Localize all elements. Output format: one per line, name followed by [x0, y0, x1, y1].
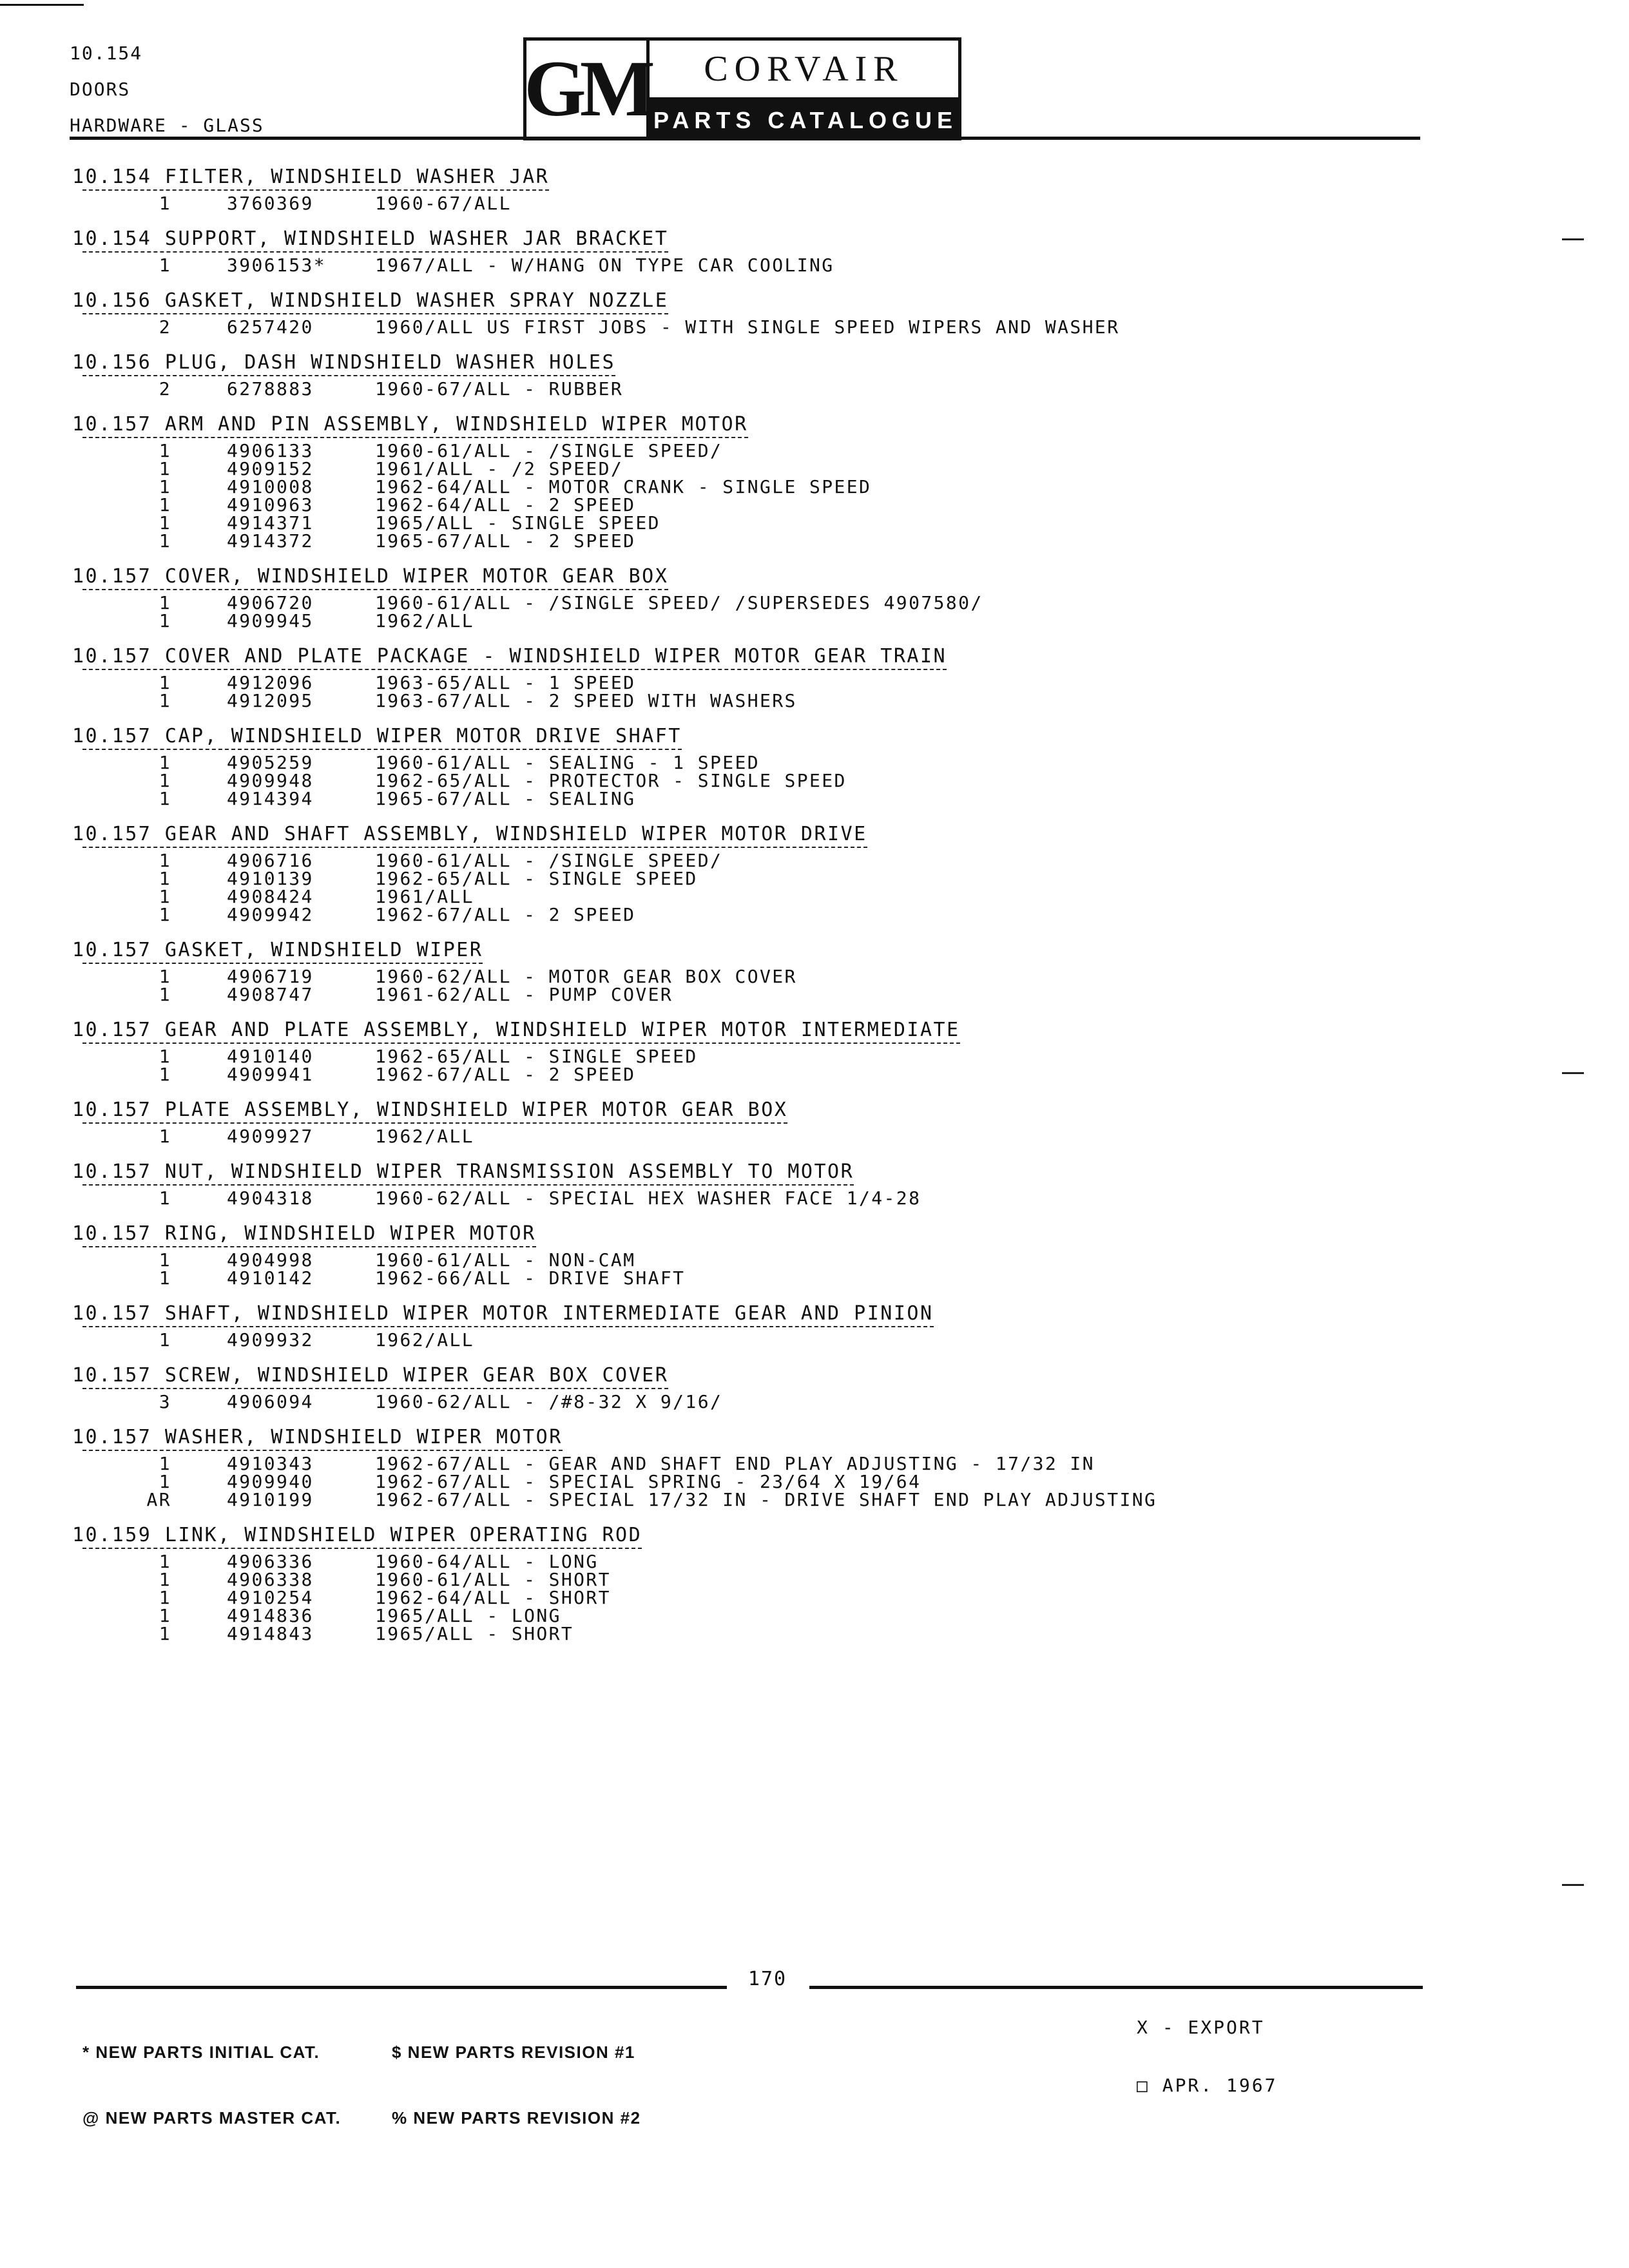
- part-number: 4906719: [227, 966, 314, 987]
- part-entry-title: 10.157 SCREW, WINDSHIELD WIPER GEAR BOX COVER: [72, 1364, 669, 1387]
- part-description: 1962-66/ALL - DRIVE SHAFT: [375, 1267, 686, 1289]
- part-quantity: 1: [159, 672, 171, 693]
- part-row: [72, 256, 1554, 274]
- part-row: [72, 790, 1554, 808]
- part-quantity: 1: [159, 1471, 171, 1492]
- part-entry: [72, 351, 1554, 398]
- title-underline: [82, 189, 549, 191]
- legend-export: X - EXPORT: [1137, 2017, 1265, 2038]
- part-number: 4906338: [227, 1569, 314, 1590]
- part-number: 4910140: [227, 1046, 314, 1067]
- part-description: 1960-67/ALL: [375, 193, 512, 214]
- part-quantity: 1: [159, 904, 171, 925]
- part-entry-title: 10.157 ARM AND PIN ASSEMBLY, WINDSHIELD WIPER MOTOR: [72, 413, 748, 436]
- part-quantity: 1: [159, 1587, 171, 1608]
- part-description: 1962-64/ALL - MOTOR CRANK - SINGLE SPEED: [375, 476, 872, 497]
- part-entry-title: 10.159 LINK, WINDSHIELD WIPER OPERATING ROD: [72, 1524, 642, 1546]
- part-description: 1962-64/ALL - SHORT: [375, 1587, 611, 1608]
- part-quantity: 1: [159, 1064, 171, 1085]
- part-quantity: 3: [159, 1391, 171, 1412]
- part-number: 4908747: [227, 984, 314, 1005]
- part-entry: [72, 822, 1554, 924]
- part-entry: [72, 1363, 1554, 1411]
- part-description: 1960-61/ALL - /SINGLE SPEED/: [375, 440, 723, 461]
- part-entry-title: 10.154 SUPPORT, WINDSHIELD WASHER JAR BRACKET: [72, 227, 669, 250]
- part-row: [72, 380, 1554, 398]
- part-row: [72, 852, 1554, 870]
- part-row: [72, 888, 1554, 906]
- part-number: 4906336: [227, 1551, 314, 1572]
- margin-mark: [1562, 1072, 1584, 1074]
- part-quantity: 1: [159, 1605, 171, 1626]
- parts-list: [72, 165, 1554, 1657]
- part-entry-title: 10.157 GASKET, WINDSHIELD WIPER: [72, 939, 483, 961]
- part-row: [72, 1553, 1554, 1571]
- part-quantity: 1: [159, 494, 171, 515]
- part-entry-title: 10.154 FILTER, WINDSHIELD WASHER JAR: [72, 166, 550, 188]
- part-quantity: 2: [159, 378, 171, 399]
- title-underline: [82, 749, 682, 750]
- part-quantity: 1: [159, 1249, 171, 1271]
- part-number: 4914372: [227, 530, 314, 552]
- part-entry-title: 10.156 GASKET, WINDSHIELD WASHER SPRAY NOZZLE: [72, 289, 669, 312]
- part-quantity: 1: [159, 193, 171, 214]
- part-row: [72, 1607, 1554, 1625]
- part-entry-title: 10.157 COVER AND PLATE PACKAGE - WINDSHIELD WIPER MOTOR GEAR TRAIN: [72, 645, 947, 668]
- part-description: 1962-67/ALL - 2 SPEED: [375, 904, 636, 925]
- title-underline: [82, 847, 867, 848]
- part-entry-title: 10.157 CAP, WINDSHIELD WIPER MOTOR DRIVE SHAFT: [72, 725, 682, 747]
- part-description: 1960-62/ALL - SPECIAL HEX WASHER FACE 1/4-28: [375, 1187, 921, 1209]
- part-entry-title: 10.157 RING, WINDSHIELD WIPER MOTOR: [72, 1222, 536, 1245]
- part-row: [72, 612, 1554, 630]
- part-number: 4910254: [227, 1587, 314, 1608]
- part-row: [72, 1251, 1554, 1269]
- part-entry: [72, 227, 1554, 274]
- part-description: 1960-62/ALL - MOTOR GEAR BOX COVER: [375, 966, 797, 987]
- catalogue-date: □ APR. 1967: [1137, 2075, 1278, 2096]
- part-entry-title: 10.156 PLUG, DASH WINDSHIELD WASHER HOLES: [72, 351, 616, 374]
- part-entry-title: 10.157 WASHER, WINDSHIELD WIPER MOTOR: [72, 1426, 563, 1448]
- subsection-name: HARDWARE - GLASS: [70, 115, 264, 136]
- part-number: 4914394: [227, 788, 314, 809]
- part-description: 1965/ALL - SHORT: [375, 1623, 574, 1644]
- title-underline: [82, 1450, 563, 1451]
- part-number: 4910139: [227, 868, 314, 889]
- legend-revisions: [392, 1997, 641, 2151]
- part-quantity: 1: [159, 1329, 171, 1350]
- part-number: 4909945: [227, 610, 314, 631]
- title-underline: [82, 589, 668, 590]
- legend-line: % NEW PARTS REVISION #2: [392, 2108, 641, 2128]
- part-quantity: 1: [159, 788, 171, 809]
- title-underline: [82, 251, 668, 253]
- part-description: 1960-67/ALL - RUBBER: [375, 378, 624, 399]
- part-quantity: 1: [159, 1126, 171, 1147]
- part-description: 1960-61/ALL - SHORT: [375, 1569, 611, 1590]
- part-description: 1965/ALL - LONG: [375, 1605, 561, 1626]
- margin-mark: [1562, 1884, 1584, 1886]
- part-quantity: 1: [159, 984, 171, 1005]
- part-description: 1962-65/ALL - SINGLE SPEED: [375, 1046, 698, 1067]
- footer-rule-left: [76, 1986, 727, 1989]
- part-description: 1961-62/ALL - PUMP COVER: [375, 984, 673, 1005]
- part-row: [72, 1491, 1554, 1509]
- part-entry: [72, 1425, 1554, 1509]
- part-row: [72, 1473, 1554, 1491]
- part-description: 1961/ALL - /2 SPEED/: [375, 458, 624, 479]
- part-quantity: 1: [159, 886, 171, 907]
- title-underline: [82, 669, 947, 670]
- part-row: [72, 1189, 1554, 1207]
- brand-name: CORVAIR: [650, 37, 961, 101]
- part-number: 4910199: [227, 1489, 314, 1510]
- legend-export-date: [1137, 1979, 1277, 2115]
- part-number: 4908424: [227, 886, 314, 907]
- part-description: 1960-61/ALL - /SINGLE SPEED/: [375, 850, 723, 871]
- part-description: 1965/ALL - SINGLE SPEED: [375, 512, 660, 533]
- part-quantity: 2: [159, 316, 171, 338]
- part-entry-title: 10.157 NUT, WINDSHIELD WIPER TRANSMISSION ASSEMBLY TO MOTOR: [72, 1160, 854, 1183]
- part-number: 4909932: [227, 1329, 314, 1350]
- part-entry: [72, 165, 1554, 213]
- title-underline: [82, 313, 668, 314]
- part-row: [72, 532, 1554, 550]
- catalogue-label: PARTS CATALOGUE: [650, 101, 961, 140]
- part-number: 4910963: [227, 494, 314, 515]
- top-corner-rule: [0, 4, 84, 6]
- title-underline: [82, 437, 748, 438]
- part-number: 4910008: [227, 476, 314, 497]
- section-name: DOORS: [70, 79, 131, 100]
- margin-mark: [1562, 238, 1584, 240]
- title-underline: [82, 1548, 642, 1549]
- part-description: 1962-67/ALL - GEAR AND SHAFT END PLAY ADJUSTING - 17/32 IN: [375, 1453, 1095, 1474]
- part-row: [72, 1393, 1554, 1411]
- part-description: 1967/ALL - W/HANG ON TYPE CAR COOLING: [375, 255, 834, 276]
- part-number: 4905259: [227, 752, 314, 773]
- part-entry-title: 10.157 GEAR AND PLATE ASSEMBLY, WINDSHIELD WIPER MOTOR INTERMEDIATE: [72, 1019, 960, 1041]
- part-quantity: 1: [159, 440, 171, 461]
- part-row: [72, 1625, 1554, 1643]
- legend-line: * NEW PARTS INITIAL CAT.: [82, 2042, 320, 2062]
- part-row: [72, 674, 1554, 692]
- part-quantity: 1: [159, 1569, 171, 1590]
- part-number: 4909941: [227, 1064, 314, 1085]
- part-entry: [72, 412, 1554, 550]
- part-entry: [72, 1018, 1554, 1084]
- part-description: 1960/ALL US FIRST JOBS - WITH SINGLE SPEED WIPERS AND WASHER: [375, 316, 1120, 338]
- part-row: [72, 1589, 1554, 1607]
- part-quantity: AR: [146, 1489, 171, 1510]
- part-number: 4906716: [227, 850, 314, 871]
- part-row: [72, 986, 1554, 1004]
- title-underline: [82, 1184, 854, 1186]
- part-quantity: 1: [159, 966, 171, 987]
- part-entry-title: 10.157 SHAFT, WINDSHIELD WIPER MOTOR INTERMEDIATE GEAR AND PINION: [72, 1302, 934, 1325]
- part-row: [72, 1269, 1554, 1287]
- part-row: [72, 1455, 1554, 1473]
- part-quantity: 1: [159, 458, 171, 479]
- part-row: [72, 460, 1554, 478]
- part-entry: [72, 724, 1554, 808]
- part-quantity: 1: [159, 1551, 171, 1572]
- footer-rule-right: [809, 1986, 1423, 1989]
- part-row: [72, 318, 1554, 336]
- corvair-logo: [523, 37, 961, 140]
- part-row: [72, 870, 1554, 888]
- part-description: 1963-65/ALL - 1 SPEED: [375, 672, 636, 693]
- part-description: 1962/ALL: [375, 1329, 475, 1350]
- part-row: [72, 1571, 1554, 1589]
- part-entry: [72, 1160, 1554, 1207]
- part-description: 1960-61/ALL - /SINGLE SPEED/ /SUPERSEDES 4907580/: [375, 592, 983, 613]
- part-entry: [72, 1222, 1554, 1287]
- part-description: 1962/ALL: [375, 610, 475, 631]
- part-number: 4909942: [227, 904, 314, 925]
- part-description: 1965-67/ALL - SEALING: [375, 788, 636, 809]
- part-number: 4909927: [227, 1126, 314, 1147]
- part-number: 4906094: [227, 1391, 314, 1412]
- part-quantity: 1: [159, 255, 171, 276]
- part-description: 1962-64/ALL - 2 SPEED: [375, 494, 636, 515]
- part-row: [72, 772, 1554, 790]
- part-row: [72, 692, 1554, 710]
- part-description: 1962-67/ALL - SPECIAL 17/32 IN - DRIVE SHAFT END PLAY ADJUSTING: [375, 1489, 1157, 1510]
- part-quantity: 1: [159, 476, 171, 497]
- part-number: 4904998: [227, 1249, 314, 1271]
- part-row: [72, 1128, 1554, 1146]
- part-number: 4910142: [227, 1267, 314, 1289]
- part-number: 4904318: [227, 1187, 314, 1209]
- part-entry-title: 10.157 GEAR AND SHAFT ASSEMBLY, WINDSHIELD WIPER MOTOR DRIVE: [72, 823, 867, 845]
- title-underline: [82, 375, 615, 376]
- part-quantity: 1: [159, 690, 171, 711]
- part-description: 1960-61/ALL - NON-CAM: [375, 1249, 636, 1271]
- part-row: [72, 968, 1554, 986]
- part-description: 1960-61/ALL - SEALING - 1 SPEED: [375, 752, 760, 773]
- part-row: [72, 1066, 1554, 1084]
- part-quantity: 1: [159, 1623, 171, 1644]
- title-underline: [82, 1388, 668, 1389]
- legend-line: @ NEW PARTS MASTER CAT.: [82, 2108, 342, 2128]
- part-number: 4912096: [227, 672, 314, 693]
- part-quantity: 1: [159, 610, 171, 631]
- gm-logo: GM: [523, 37, 650, 140]
- part-quantity: 1: [159, 1187, 171, 1209]
- section-number: 10.154: [70, 43, 143, 64]
- part-number: 4914371: [227, 512, 314, 533]
- part-number: 4914836: [227, 1605, 314, 1626]
- part-entry: [72, 1523, 1554, 1643]
- part-description: 1963-67/ALL - 2 SPEED WITH WASHERS: [375, 690, 797, 711]
- part-row: [72, 478, 1554, 496]
- part-entry: [72, 1302, 1554, 1349]
- legend-initial-master: [82, 1997, 341, 2151]
- part-description: 1960-62/ALL - /#8-32 X 9/16/: [375, 1391, 723, 1412]
- part-number: 4912095: [227, 690, 314, 711]
- part-entry-title: 10.157 COVER, WINDSHIELD WIPER MOTOR GEAR BOX: [72, 565, 669, 588]
- page-number: 170: [747, 1968, 787, 1990]
- part-number: 6278883: [227, 378, 314, 399]
- part-number: 4906720: [227, 592, 314, 613]
- title-underline: [82, 1122, 787, 1124]
- part-number: 4909948: [227, 770, 314, 791]
- part-entry-title: 10.157 PLATE ASSEMBLY, WINDSHIELD WIPER MOTOR GEAR BOX: [72, 1099, 788, 1121]
- part-quantity: 1: [159, 850, 171, 871]
- part-number: 4914843: [227, 1623, 314, 1644]
- part-number: 4910343: [227, 1453, 314, 1474]
- part-number: 4909152: [227, 458, 314, 479]
- part-quantity: 1: [159, 512, 171, 533]
- part-entry: [72, 289, 1554, 336]
- title-underline: [82, 1246, 536, 1247]
- part-entry: [72, 564, 1554, 630]
- part-quantity: 1: [159, 1267, 171, 1289]
- part-entry: [72, 1098, 1554, 1146]
- part-row: [72, 906, 1554, 924]
- part-row: [72, 594, 1554, 612]
- part-row: [72, 496, 1554, 514]
- part-quantity: 1: [159, 1046, 171, 1067]
- title-underline: [82, 963, 483, 964]
- part-number: 6257420: [227, 316, 314, 338]
- part-quantity: 1: [159, 1453, 171, 1474]
- part-row: [72, 195, 1554, 213]
- part-number: 3760369: [227, 193, 314, 214]
- title-underline: [82, 1043, 960, 1044]
- part-description: 1962-65/ALL - SINGLE SPEED: [375, 868, 698, 889]
- part-quantity: 1: [159, 770, 171, 791]
- part-entry: [72, 938, 1554, 1004]
- header-rule: [70, 137, 1420, 140]
- part-description: 1962/ALL: [375, 1126, 475, 1147]
- part-quantity: 1: [159, 592, 171, 613]
- part-number: 3906153*: [227, 255, 327, 276]
- title-underline: [82, 1326, 934, 1327]
- part-quantity: 1: [159, 868, 171, 889]
- part-row: [72, 754, 1554, 772]
- legend-line: $ NEW PARTS REVISION #1: [392, 2042, 635, 2062]
- part-description: 1961/ALL: [375, 886, 475, 907]
- part-row: [72, 1331, 1554, 1349]
- part-description: 1965-67/ALL - 2 SPEED: [375, 530, 636, 552]
- part-entry: [72, 644, 1554, 710]
- part-row: [72, 514, 1554, 532]
- part-row: [72, 442, 1554, 460]
- part-description: 1962-65/ALL - PROTECTOR - SINGLE SPEED: [375, 770, 847, 791]
- part-row: [72, 1048, 1554, 1066]
- part-description: 1962-67/ALL - 2 SPEED: [375, 1064, 636, 1085]
- part-quantity: 1: [159, 752, 171, 773]
- part-number: 4909940: [227, 1471, 314, 1492]
- part-quantity: 1: [159, 530, 171, 552]
- part-description: 1962-67/ALL - SPECIAL SPRING - 23/64 X 19/64: [375, 1471, 921, 1492]
- part-description: 1960-64/ALL - LONG: [375, 1551, 599, 1572]
- part-number: 4906133: [227, 440, 314, 461]
